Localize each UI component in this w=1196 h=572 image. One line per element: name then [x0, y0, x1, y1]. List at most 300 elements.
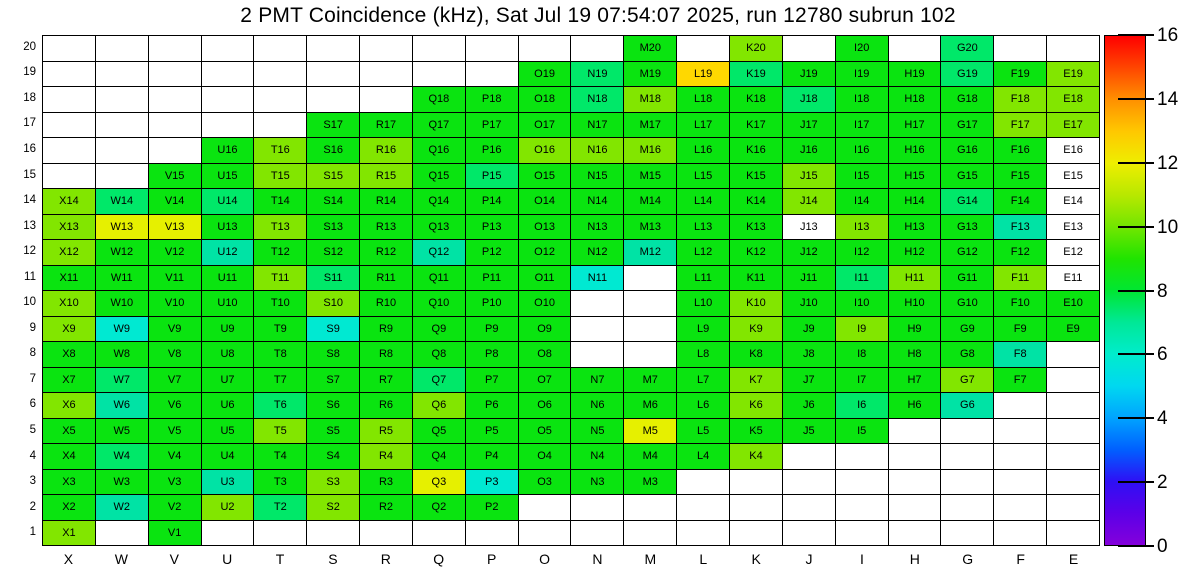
heatmap-cell	[836, 240, 888, 265]
cell-label: L18	[693, 93, 713, 106]
heatmap-cell	[96, 470, 148, 495]
cell-label: S9	[326, 322, 340, 335]
heatmap-cell	[677, 266, 729, 291]
cell-label: T15	[270, 169, 290, 182]
heatmap-cell	[413, 368, 465, 393]
cell-label: P11	[482, 271, 502, 284]
heatmap-cell	[202, 215, 254, 240]
heatmap-cell	[413, 189, 465, 214]
heatmap-cell	[149, 368, 201, 393]
heatmap-cell	[783, 470, 835, 495]
cell-label: N14	[587, 195, 608, 208]
heatmap-cell	[941, 62, 993, 87]
heatmap-cell	[994, 470, 1046, 495]
cell-label: N12	[587, 246, 608, 259]
heatmap-cell	[836, 342, 888, 367]
cell-label: F9	[1013, 322, 1027, 335]
cell-label: W3	[113, 475, 131, 488]
heatmap-cell	[254, 36, 306, 61]
cell-label: M6	[642, 399, 658, 412]
heatmap-cell	[466, 240, 518, 265]
cell-label: H10	[904, 297, 925, 310]
cell-label: Q16	[428, 144, 450, 157]
cell-label: S5	[326, 424, 340, 437]
cell-label: Q8	[431, 348, 447, 361]
heatmap-cell	[571, 215, 623, 240]
cell-label: R11	[376, 271, 396, 284]
heatmap-cell	[994, 36, 1046, 61]
heatmap-cell	[413, 87, 465, 112]
cell-label: N7	[590, 373, 605, 386]
heatmap-cell	[994, 444, 1046, 469]
heatmap-cell	[254, 521, 306, 546]
cell-label: T6	[273, 399, 287, 412]
heatmap-cell	[254, 113, 306, 138]
cell-label: X3	[62, 475, 76, 488]
cell-label: I15	[854, 169, 870, 182]
heatmap-cell	[519, 240, 571, 265]
cell-label: G9	[960, 322, 975, 335]
heatmap-cell	[43, 87, 95, 112]
heatmap-cell	[254, 138, 306, 163]
cell-label: T16	[270, 144, 290, 157]
cell-label: Q15	[428, 169, 450, 182]
cell-label: V9	[167, 322, 182, 335]
heatmap-cell	[836, 164, 888, 189]
cell-label: N17	[587, 118, 608, 131]
cell-label: T9	[273, 322, 287, 335]
cell-label: S3	[326, 475, 340, 488]
cell-label: V12	[164, 246, 185, 259]
heatmap-cell	[413, 36, 465, 61]
heatmap-cell	[889, 342, 941, 367]
heatmap-cell	[149, 240, 201, 265]
cell-label: S4	[326, 450, 340, 463]
cell-label: O7	[537, 373, 552, 386]
cell-label: S13	[323, 220, 343, 233]
cell-label: L17	[693, 118, 713, 131]
heatmap-cell	[783, 266, 835, 291]
heatmap-cell	[466, 138, 518, 163]
cell-label: X2	[62, 501, 76, 514]
cell-label: Q17	[428, 118, 450, 131]
cell-label: R7	[378, 373, 394, 386]
heatmap-cell	[836, 393, 888, 418]
cell-label: P4	[484, 450, 499, 463]
heatmap-cell	[941, 419, 993, 444]
heatmap-cell	[624, 164, 676, 189]
heatmap-cell	[413, 164, 465, 189]
heatmap-cell	[941, 87, 993, 112]
heatmap-cell	[994, 138, 1046, 163]
colorbar-tick-label: 14	[1157, 88, 1179, 110]
heatmap-cell	[730, 393, 782, 418]
heatmap-cell	[43, 444, 95, 469]
heatmap-cell	[677, 368, 729, 393]
cell-label: P9	[484, 322, 499, 335]
heatmap-cell	[43, 164, 95, 189]
cell-label: K8	[749, 348, 763, 361]
cell-label: O12	[534, 246, 555, 259]
cell-label: O3	[537, 475, 552, 488]
cell-label: X5	[62, 424, 76, 437]
cell-label: M18	[639, 93, 661, 106]
cell-label: U4	[220, 450, 235, 463]
heatmap-cell	[889, 291, 941, 316]
heatmap-cell	[994, 317, 1046, 342]
cell-label: K14	[746, 195, 766, 208]
cell-label: N15	[587, 169, 608, 182]
cell-label: E11	[1063, 271, 1083, 284]
cell-label: P8	[484, 348, 499, 361]
heatmap-cell	[783, 495, 835, 520]
cell-label: S8	[326, 348, 340, 361]
cell-label: Q11	[428, 271, 449, 284]
heatmap-cell	[43, 62, 95, 87]
heatmap-cell	[889, 240, 941, 265]
cell-label: J16	[799, 144, 818, 157]
cell-label: W6	[113, 399, 131, 412]
heatmap-cell	[941, 36, 993, 61]
cell-label: U9	[220, 322, 235, 335]
cell-label: W13	[110, 220, 134, 233]
cell-label: W11	[110, 271, 133, 284]
cell-label: L16	[693, 144, 713, 157]
cell-label: M3	[642, 475, 658, 488]
heatmap-cell	[677, 215, 729, 240]
heatmap-cell	[571, 36, 623, 61]
cell-label: T7	[273, 373, 287, 386]
column-label: K	[751, 551, 761, 567]
heatmap-cell	[783, 87, 835, 112]
heatmap-cell	[889, 62, 941, 87]
cell-label: L9	[696, 322, 710, 335]
cell-label: U14	[217, 195, 238, 208]
cell-label: H12	[904, 246, 925, 259]
cell-label: U3	[220, 475, 235, 488]
column-label: Q	[433, 551, 445, 567]
colorbar-tick-line	[1118, 417, 1154, 419]
heatmap-cell	[994, 113, 1046, 138]
heatmap-cell	[941, 393, 993, 418]
heatmap-cell	[677, 164, 729, 189]
heatmap-cell	[413, 113, 465, 138]
cell-label: R2	[378, 501, 394, 514]
cell-label: O18	[534, 93, 555, 106]
heatmap-cell	[96, 291, 148, 316]
column-label: V	[169, 551, 179, 567]
heatmap-cell	[571, 164, 623, 189]
cell-label: R8	[378, 348, 394, 361]
heatmap-cell	[96, 113, 148, 138]
heatmap-cell	[730, 444, 782, 469]
heatmap-cell	[307, 495, 359, 520]
cell-label: H17	[904, 118, 925, 131]
cell-label: I16	[854, 144, 870, 157]
colorbar-tick-line	[1118, 162, 1154, 164]
heatmap-cell	[730, 189, 782, 214]
heatmap-cell	[994, 393, 1046, 418]
heatmap-cell	[43, 138, 95, 163]
heatmap-cell	[783, 36, 835, 61]
heatmap-cell	[519, 164, 571, 189]
heatmap-cell	[571, 87, 623, 112]
heatmap-cell	[730, 240, 782, 265]
cell-label: K17	[746, 118, 766, 131]
cell-label: F15	[1010, 169, 1030, 182]
heatmap-cell	[994, 62, 1046, 87]
heatmap-cell	[730, 215, 782, 240]
cell-label: O11	[534, 271, 555, 284]
heatmap-cell	[466, 164, 518, 189]
heatmap-cell	[307, 215, 359, 240]
cell-label: J12	[799, 246, 818, 259]
heatmap-cell	[836, 189, 888, 214]
colorbar-tick-label: 12	[1157, 152, 1179, 174]
heatmap-cell	[43, 521, 95, 546]
cell-label: Q5	[431, 424, 447, 437]
heatmap-cell	[360, 470, 412, 495]
cell-label: O10	[534, 297, 555, 310]
cell-label: K6	[749, 399, 763, 412]
heatmap-cell	[889, 189, 941, 214]
cell-label: S6	[326, 399, 340, 412]
heatmap-cell	[413, 291, 465, 316]
heatmap-cell	[43, 266, 95, 291]
heatmap-cell	[730, 138, 782, 163]
heatmap-cell	[624, 291, 676, 316]
cell-label: L8	[696, 348, 710, 361]
cell-label: F19	[1010, 67, 1030, 80]
heatmap-cell	[202, 419, 254, 444]
column-label: P	[486, 551, 497, 567]
heatmap-cell	[677, 393, 729, 418]
cell-label: E19	[1063, 67, 1083, 80]
cell-label: R17	[375, 118, 397, 131]
heatmap-cell	[624, 368, 676, 393]
cell-label: S11	[323, 271, 343, 284]
heatmap-cell	[1047, 87, 1099, 112]
cell-label: M14	[639, 195, 661, 208]
cell-label: P2	[484, 501, 499, 514]
heatmap-cell	[677, 419, 729, 444]
heatmap-cell	[730, 495, 782, 520]
cell-label: T13	[270, 220, 290, 233]
heatmap-cell	[994, 419, 1046, 444]
heatmap-cell	[677, 36, 729, 61]
cell-label: W9	[113, 322, 131, 335]
heatmap-cell	[202, 36, 254, 61]
heatmap-cell	[413, 342, 465, 367]
heatmap-cell	[889, 521, 941, 546]
heatmap-cell	[783, 393, 835, 418]
cell-label: V8	[167, 348, 182, 361]
heatmap-cell	[360, 419, 412, 444]
column-label: N	[592, 551, 603, 567]
cell-label: T3	[273, 475, 287, 488]
cell-label: O9	[537, 322, 552, 335]
cell-label: L15	[693, 169, 713, 182]
heatmap-cell	[307, 317, 359, 342]
column-label: L	[699, 551, 708, 567]
heatmap-cell	[783, 62, 835, 87]
heatmap-cell	[202, 291, 254, 316]
heatmap-cell	[994, 266, 1046, 291]
cell-label: F13	[1010, 220, 1030, 233]
cell-label: U11	[217, 271, 238, 284]
heatmap-cell	[307, 444, 359, 469]
heatmap-cell	[519, 87, 571, 112]
heatmap-cell	[730, 342, 782, 367]
column-label: J	[805, 551, 813, 567]
heatmap-cell	[730, 164, 782, 189]
heatmap-cell	[202, 62, 254, 87]
heatmap-cell	[941, 444, 993, 469]
cell-label: P12	[481, 246, 502, 259]
heatmap-cell	[677, 240, 729, 265]
cell-label: X10	[59, 297, 79, 310]
heatmap-cell	[994, 368, 1046, 393]
heatmap-cell	[889, 87, 941, 112]
heatmap-cell	[730, 87, 782, 112]
row-label: 20	[23, 40, 36, 53]
cell-label: E9	[1066, 322, 1080, 335]
heatmap-cell	[889, 36, 941, 61]
cell-label: K13	[746, 220, 766, 233]
cell-label: H16	[904, 144, 925, 157]
cell-label: R13	[375, 220, 397, 233]
heatmap-grid	[42, 35, 1100, 546]
heatmap-cell	[96, 138, 148, 163]
heatmap-cell	[149, 495, 201, 520]
cell-label: P17	[481, 118, 502, 131]
cell-label: O13	[534, 220, 555, 233]
cell-label: P18	[481, 93, 502, 106]
heatmap-cell	[519, 470, 571, 495]
cell-label: T14	[270, 195, 290, 208]
heatmap-cell	[96, 368, 148, 393]
row-label: 17	[23, 117, 36, 130]
cell-label: V7	[167, 373, 182, 386]
cell-label: I18	[854, 93, 870, 106]
heatmap-cell	[889, 393, 941, 418]
heatmap-cell	[149, 419, 201, 444]
heatmap-cell	[624, 87, 676, 112]
cell-label: V1	[167, 526, 182, 539]
heatmap-cell	[466, 470, 518, 495]
heatmap-cell	[783, 215, 835, 240]
heatmap-cell	[307, 189, 359, 214]
cell-label: I9	[857, 322, 867, 335]
heatmap-cell	[307, 393, 359, 418]
heatmap-cell	[413, 215, 465, 240]
cell-label: H18	[904, 93, 925, 106]
cell-label: S10	[323, 297, 343, 310]
cell-label: J19	[799, 67, 818, 80]
column-label: O	[539, 551, 550, 567]
heatmap-cell	[43, 36, 95, 61]
cell-label: G17	[956, 118, 978, 131]
cell-label: G14	[956, 195, 978, 208]
cell-label: O14	[534, 195, 555, 208]
heatmap-cell	[202, 342, 254, 367]
heatmap-cell	[889, 444, 941, 469]
colorbar-tick-line	[1118, 226, 1154, 228]
heatmap-cell	[889, 215, 941, 240]
heatmap-cell	[149, 266, 201, 291]
heatmap-cell	[360, 62, 412, 87]
cell-label: R12	[375, 246, 397, 259]
cell-label: G7	[960, 373, 975, 386]
row-label: 7	[29, 372, 36, 385]
heatmap-cell	[43, 393, 95, 418]
column-label: S	[328, 551, 338, 567]
cell-label: F16	[1010, 144, 1030, 157]
cell-label: G8	[960, 348, 975, 361]
heatmap-cell	[202, 444, 254, 469]
heatmap-cell	[307, 266, 359, 291]
heatmap-cell	[730, 317, 782, 342]
heatmap-cell	[1047, 138, 1099, 163]
heatmap-cell	[730, 419, 782, 444]
cell-label: E13	[1063, 220, 1083, 233]
heatmap-cell	[519, 291, 571, 316]
heatmap-cell	[413, 393, 465, 418]
cell-label: G18	[956, 93, 978, 106]
heatmap-cell	[836, 444, 888, 469]
cell-label: M20	[639, 42, 661, 55]
cell-label: U6	[220, 399, 235, 412]
heatmap-cell	[571, 240, 623, 265]
heatmap-cell	[149, 215, 201, 240]
heatmap-cell	[783, 444, 835, 469]
column-label: U	[222, 551, 233, 567]
heatmap-cell	[254, 419, 306, 444]
cell-label: E12	[1063, 246, 1083, 259]
row-label: 19	[23, 66, 36, 79]
heatmap-cell	[519, 317, 571, 342]
heatmap-cell	[624, 470, 676, 495]
cell-label: J6	[803, 399, 815, 412]
cell-label: G6	[960, 399, 975, 412]
cell-label: V10	[164, 297, 185, 310]
heatmap-cell	[43, 113, 95, 138]
cell-label: H14	[904, 195, 925, 208]
row-label: 12	[23, 245, 36, 258]
cell-label: R14	[375, 195, 397, 208]
heatmap-cell	[941, 470, 993, 495]
heatmap-cell	[730, 368, 782, 393]
heatmap-cell	[783, 419, 835, 444]
heatmap-cell	[466, 291, 518, 316]
cell-label: Q7	[431, 373, 447, 386]
heatmap-cell	[254, 342, 306, 367]
cell-label: X13	[59, 220, 79, 233]
cell-label: Q12	[428, 246, 450, 259]
heatmap-cell	[1047, 215, 1099, 240]
cell-label: K4	[749, 450, 763, 463]
column-label: W	[114, 551, 128, 567]
cell-label: L12	[693, 246, 713, 259]
heatmap-cell	[783, 521, 835, 546]
heatmap-cell	[941, 240, 993, 265]
heatmap-cell	[783, 113, 835, 138]
colorbar-tick-line	[1118, 545, 1154, 547]
cell-label: T11	[271, 271, 290, 284]
heatmap-cell	[941, 317, 993, 342]
heatmap-cell	[519, 495, 571, 520]
cell-label: N19	[587, 67, 608, 80]
